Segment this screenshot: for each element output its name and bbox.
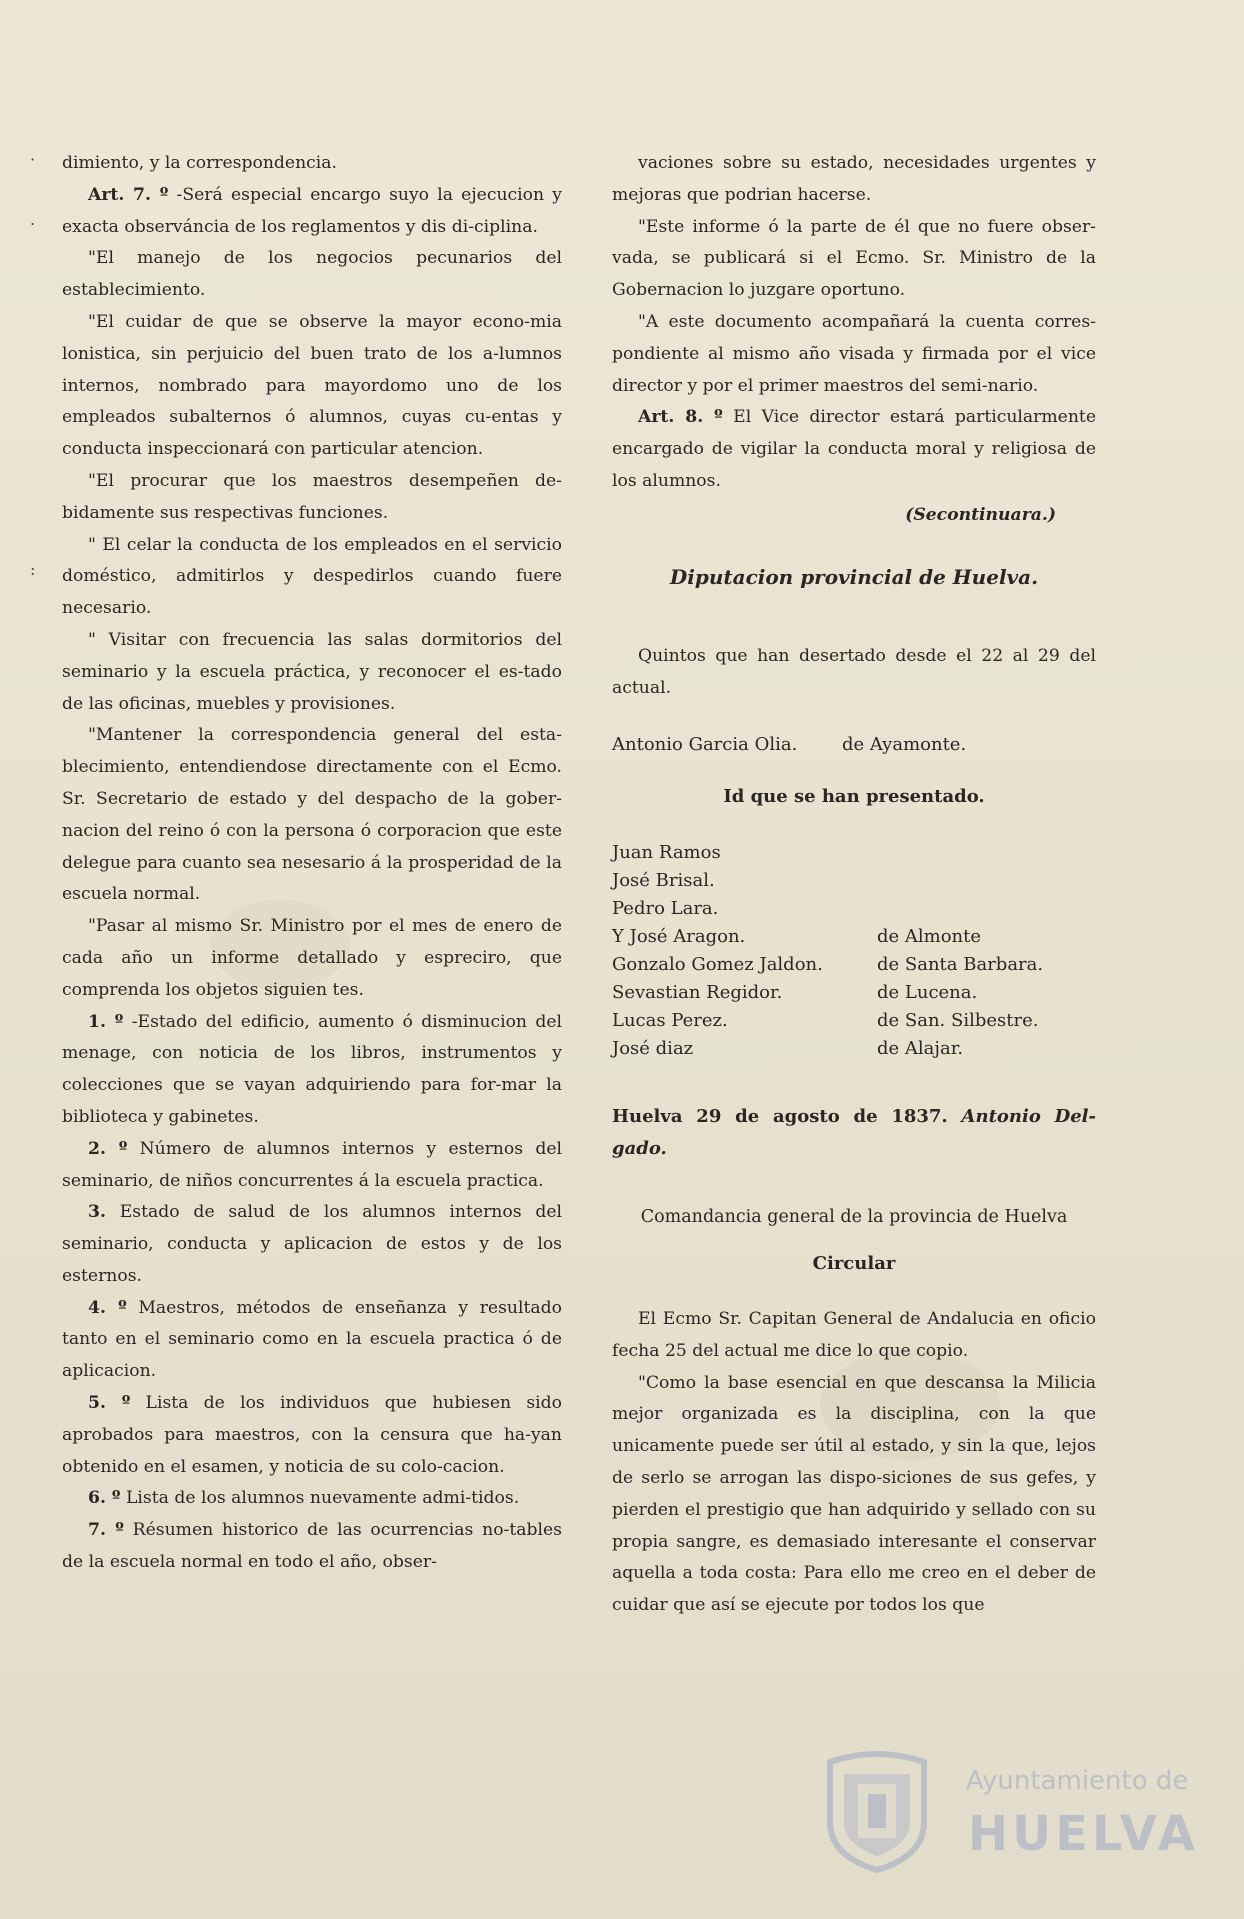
presented-row xyxy=(612,895,1096,923)
paragraph-text: Estado de salud de los alumnos internos del seminario, conducta y aplicacion de estos y de los esternos. xyxy=(62,1202,562,1286)
recruit-place: de Alajar. xyxy=(877,1037,964,1059)
paragraph-text: Lista de los alumnos nuevamente admi-tidos. xyxy=(126,1488,520,1509)
paragraph xyxy=(612,307,1096,402)
diputacion-heading: Diputacion provincial de Huelva. xyxy=(669,564,1039,589)
comandancia-heading: Comandancia general de la provincia de Huelva xyxy=(640,1207,1068,1228)
paragraph xyxy=(612,212,1096,307)
presented-heading: Id que se han presentado. xyxy=(723,785,985,807)
article-number: 5. º xyxy=(88,1393,131,1414)
paragraph-text: "Mantener la correspondencia general del esta-blecimiento, entendiendose directamente con el Ecmo. Sr. Secretario de estado y del despacho de la gober-nacion del reino ó con la persona ó corporacion que este delegue para cuanto sea nesesario á la prosperidad de la escuela normal. xyxy=(62,725,562,905)
paragraph xyxy=(62,180,562,244)
paragraph-text: -Estado del edificio, aumento ó disminucion del menage, con noticia de los libros, instrumentos y colecciones que se vayan adquiriendo para for-mar la biblioteca y gabinetes. xyxy=(62,1011,562,1127)
article-number: Art. 8. º xyxy=(638,407,723,428)
right-column xyxy=(612,148,1096,1622)
presented-row xyxy=(612,839,1096,867)
paragraph xyxy=(62,148,562,180)
paragraph xyxy=(62,307,562,466)
recruit-name: Pedro Lara. xyxy=(612,897,719,919)
paragraph xyxy=(62,1293,562,1388)
presented-list xyxy=(612,839,1096,1063)
signature-line xyxy=(612,1101,1096,1165)
presented-row xyxy=(612,1007,1096,1035)
paragraph xyxy=(612,1368,1096,1622)
recruit-place: de San. Silbestre. xyxy=(877,1009,1039,1031)
paragraph xyxy=(62,466,562,530)
quintos-text: Quintos que han desertado desde el 22 al 29 del actual. xyxy=(612,646,1096,699)
article-number: 3. xyxy=(88,1202,106,1223)
circular-heading: Circular xyxy=(812,1253,896,1275)
paragraph xyxy=(62,1134,562,1198)
paragraph xyxy=(62,530,562,625)
right-top-paragraphs xyxy=(612,148,1096,498)
paragraph xyxy=(62,1388,562,1483)
margin-mark: : xyxy=(30,560,36,579)
paragraph-text: " Visitar con frecuencia las salas dormitorios del seminario y la escuela práctica, y reconocer el es-tado de las oficinas, muebles y provisiones. xyxy=(62,629,562,714)
presented-row xyxy=(612,979,1096,1007)
paragraph-text: "Como la base esencial en que descansa la Milicia mejor organizada es la disciplina, con la que unicamente puede ser útil al estado, y sin la que, lejos de serlo se arrogan las dispo-siciones de sus gefes, y pierden el prestigio que han adquirido y sellado con su propia sangre, es demasiado interesante el conservar aquella a toda costa: Para ello me creo en el deber de cuidar que así se ejecute por todos los que xyxy=(612,1372,1096,1616)
presented-row xyxy=(612,1035,1096,1063)
coat-of-arms-icon xyxy=(818,1744,936,1874)
paragraph-text: Maestros, métodos de enseñanza y resultado tanto en el seminario como en la escuela practica ó de aplicacion. xyxy=(62,1297,562,1382)
recruit-name: José Brisal. xyxy=(612,869,715,891)
paragraph-text: Lista de los individuos que hubiesen sido aprobados para maestros, con la censura que ha-yan obtenido en el esamen, y noticia de su colo-cacion. xyxy=(62,1393,562,1477)
presented-row xyxy=(612,951,1096,979)
paragraph-text: Número de alumnos internos y esternos del seminario, de niños concurrentes á la escuela practica. xyxy=(62,1138,562,1191)
paragraph xyxy=(62,1197,562,1292)
paragraph xyxy=(62,720,562,911)
paragraph xyxy=(62,1515,562,1579)
recruit-name: Gonzalo Gomez Jaldon. xyxy=(612,953,823,975)
paragraph-text: vaciones sobre su estado, necesidades urgentes y mejoras que podrian hacerse. xyxy=(612,153,1096,205)
recruit-place: de Almonte xyxy=(877,925,982,947)
deserter-row xyxy=(612,731,1096,759)
article-number: 2. º xyxy=(88,1138,128,1159)
recruit-place xyxy=(877,895,1096,923)
paragraph-text: -Será especial encargo suyo la ejecucion y exacta observáncia de los reglamentos y dis di-ciplina. xyxy=(62,184,562,237)
article-number: 7. º xyxy=(88,1520,124,1541)
watermark-line1: Ayuntamiento de xyxy=(966,1766,1189,1796)
recruit-place: de Lucena. xyxy=(877,981,978,1003)
article-number: 1. º xyxy=(88,1011,124,1032)
paragraph xyxy=(62,911,562,1006)
recruit-place: de Santa Barbara. xyxy=(877,953,1044,975)
left-column xyxy=(62,148,562,1579)
recruit-place xyxy=(877,839,1096,867)
watermark-line2: HUELVA xyxy=(968,1806,1199,1862)
paragraph-text: dimiento, y la correspondencia. xyxy=(62,153,337,173)
margin-mark: · xyxy=(30,150,36,169)
article-number: 4. º xyxy=(88,1297,127,1318)
paragraph-text: El Ecmo Sr. Capitan General de Andalucia en oficio fecha 25 del actual me dice lo que copio. xyxy=(612,1308,1096,1361)
paragraph-text: "A este documento acompañará la cuenta corres-pondiente al mismo año visada y firmada por el vice director y por el primer maestros del semi-nario. xyxy=(612,311,1096,396)
recruit-name: José diaz xyxy=(612,1037,694,1059)
paragraph-text: " El celar la conducta de los empleados en el servicio doméstico, admitirlos y despedirlos cuando fuere necesario. xyxy=(62,534,562,619)
paragraph-text: El Vice director estará particularmente encargado de vigilar la conducta moral y religiosa de los alumnos. xyxy=(612,407,1096,491)
article-number: Art. 7. º xyxy=(88,184,169,205)
presented-row xyxy=(612,923,1096,951)
ayuntamiento-watermark xyxy=(818,1744,1199,1874)
paragraph-text: "Pasar al mismo Sr. Ministro por el mes de enero de cada año un informe detallado y espreciro, que comprenda los objetos siguien tes. xyxy=(62,916,562,1000)
paragraph-text: "El procurar que los maestros desempeñen de-bidamente sus respectivas funciones. xyxy=(62,470,562,523)
signature-name: Antonio Del-gado. xyxy=(612,1105,1096,1159)
paragraph xyxy=(612,148,1096,212)
paragraph xyxy=(62,625,562,720)
paragraph xyxy=(612,402,1096,497)
recruit-name: Sevastian Regidor. xyxy=(612,981,783,1003)
paragraph-text: Résumen historico de las ocurrencias no-tables de la escuela normal en todo el año, obser- xyxy=(62,1520,562,1573)
paragraph xyxy=(612,1304,1096,1368)
recruit-place xyxy=(877,867,1096,895)
deserter-name: Antonio Garcia Olia. xyxy=(612,733,798,755)
continuation-note: (Secontinuara.) xyxy=(905,504,1056,525)
recruit-name: Y José Aragon. xyxy=(612,925,746,947)
paragraph xyxy=(62,1483,562,1515)
paragraph xyxy=(62,1007,562,1134)
paragraph-text: "El manejo de los negocios pecunarios del establecimiento. xyxy=(62,248,562,301)
paragraph-text: "Este informe ó la parte de él que no fuere obser-vada, se publicará si el Ecmo. Sr. Ministro de la Gobernacion lo juzgare oportuno. xyxy=(612,216,1096,301)
article-number: 6. º xyxy=(88,1488,121,1509)
signature-date: Huelva 29 de agosto de 1837. xyxy=(612,1105,948,1127)
presented-row xyxy=(612,867,1096,895)
paragraph xyxy=(62,243,562,307)
recruit-name: Lucas Perez. xyxy=(612,1009,728,1031)
margin-mark: . xyxy=(30,210,36,229)
paragraph-text: "El cuidar de que se observe la mayor econo-mia lonistica, sin perjuicio del buen trato de los a-lumnos internos, nombrado para mayordomo uno de los empleados subalternos ó alumnos, cuyas cu-entas y conducta inspeccionará con particular atencion. xyxy=(62,311,562,460)
right-bottom-paragraphs xyxy=(612,1304,1096,1622)
deserter-place: de Ayamonte. xyxy=(842,733,967,755)
recruit-name: Juan Ramos xyxy=(612,841,721,863)
